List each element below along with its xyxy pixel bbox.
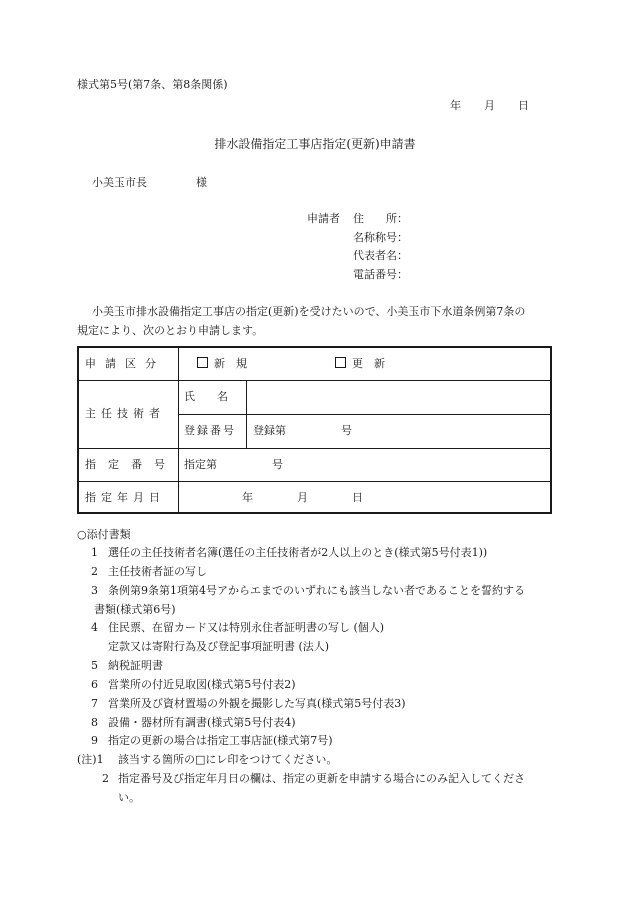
note-2-line-2: い。 bbox=[118, 791, 140, 804]
designation-no-field[interactable]: 指定第 号 bbox=[184, 458, 283, 471]
intro-line-2: 規定により、次のとおり申請します。 bbox=[77, 324, 264, 337]
attachment-no-2: 2 bbox=[91, 565, 98, 578]
attachments-heading: ○添付書類 bbox=[77, 528, 131, 541]
attachment-item-7: 営業所及び資材置場の外観を撮影した写真(様式第5号付表3) bbox=[108, 697, 406, 710]
attachment-no-7: 7 bbox=[91, 697, 98, 710]
notes-prefix: (注)1 bbox=[77, 753, 104, 766]
date-day: 日 bbox=[518, 99, 529, 112]
chief-engineer-label: 主任技術者 bbox=[85, 407, 165, 420]
applicant-rep-label: 代表者名： bbox=[353, 249, 408, 262]
note-2-number: 2 bbox=[102, 772, 109, 785]
renew-checkbox[interactable] bbox=[335, 357, 346, 368]
date-month: 月 bbox=[484, 99, 495, 112]
page-title: 排水設備指定工事店指定(更新)申請書 bbox=[214, 137, 416, 151]
attachment-item-2: 主任技術者証の写し bbox=[108, 565, 207, 578]
new-checkbox[interactable] bbox=[197, 357, 208, 368]
attachment-no-9: 9 bbox=[91, 734, 98, 747]
designation-no-label: 指定番号 bbox=[85, 458, 177, 471]
attachment-no-3: 3 bbox=[91, 584, 98, 597]
date-year: 年 bbox=[450, 99, 461, 112]
attachment-item-3: 条例第9条第1項第4号アからエまでのいずれにも該当しない者であることを誓約する bbox=[108, 584, 525, 597]
applicant-phone-label: 電話番号： bbox=[353, 268, 408, 281]
attachment-item-5: 納税証明書 bbox=[108, 659, 163, 672]
attachment-item-4-cont: 定款又は寄附行為及び登記事項証明書 (法人) bbox=[108, 640, 330, 653]
attachment-item-3-cont: 書類(様式第6号) bbox=[94, 603, 176, 616]
attachment-item-6: 営業所の付近見取図(様式第5号付表2) bbox=[108, 678, 296, 691]
applicant-name-label: 名称称号： bbox=[353, 231, 408, 244]
intro-line-1: 小美玉市排水設備指定工事店の指定(更新)を受けたいので、小美玉市下水道条例第7条の bbox=[92, 305, 526, 318]
designation-date-field[interactable]: 年 月 日 bbox=[242, 491, 363, 504]
form-number: 様式第5号(第7条、第8条関係) bbox=[77, 78, 228, 91]
engineer-name-label: 氏 名 bbox=[184, 390, 228, 403]
option-new-label: 新 規 bbox=[214, 357, 247, 370]
applicant-role: 申請者 bbox=[307, 212, 340, 225]
attachment-no-8: 8 bbox=[91, 716, 98, 729]
attachment-no-6: 6 bbox=[91, 678, 98, 691]
note-1: 該当する箇所の□にレ印をつけてください。 bbox=[118, 753, 338, 766]
attachment-item-4: 住民票、在留カード又は特別永住者証明書の写し (個人) bbox=[108, 621, 385, 634]
addressee-name: 小美玉市長 bbox=[92, 176, 147, 189]
designation-date-label: 指定年月日 bbox=[85, 491, 165, 504]
attachment-no-1: 1 bbox=[91, 546, 98, 559]
application-type-label: 申請区分 bbox=[85, 357, 165, 370]
attachment-no-5: 5 bbox=[91, 659, 98, 672]
option-new[interactable] bbox=[197, 357, 247, 371]
option-renew[interactable] bbox=[335, 357, 385, 371]
attachment-no-4: 4 bbox=[91, 621, 98, 634]
applicant-address-label: 住 所： bbox=[353, 212, 408, 225]
application-form-table bbox=[77, 346, 552, 514]
reg-no-label: 登録番号 bbox=[184, 424, 236, 437]
engineer-name-field[interactable] bbox=[251, 390, 541, 406]
option-renew-label: 更 新 bbox=[352, 357, 385, 370]
attachment-item-9: 指定の更新の場合は指定工事店証(様式第7号) bbox=[108, 734, 333, 747]
attachment-item-8: 設備・器材所有調書(様式第5号付表4) bbox=[108, 716, 296, 729]
attachment-item-1: 選任の主任技術者名簿(選任の主任技術者が2人以上のとき(様式第5号付表1)) bbox=[108, 546, 488, 559]
addressee-honorific: 様 bbox=[196, 176, 207, 189]
reg-no-field[interactable]: 登録第 号 bbox=[253, 424, 352, 437]
note-2-line-1: 指定番号及び指定年月日の欄は、指定の更新を申請する場合にのみ記入してくださ bbox=[118, 772, 525, 785]
